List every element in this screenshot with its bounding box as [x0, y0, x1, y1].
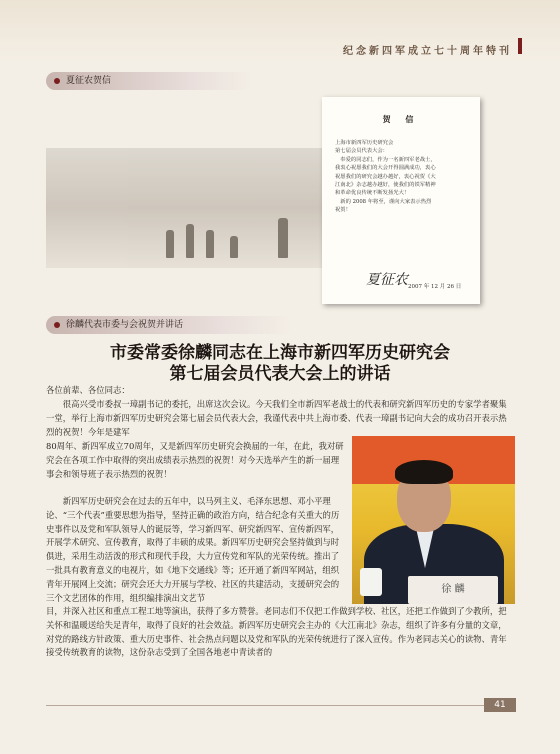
letter-line: 江南北》杂志越办越好，使我们的铁军精神 [335, 182, 436, 189]
soldier-figure [278, 218, 288, 258]
article-paragraph-1-cont [46, 440, 346, 481]
article-paragraph-2-cont [46, 605, 514, 660]
section-label-text: 夏征农贺信 [66, 76, 112, 86]
paragraph-text: 很高兴受市委叔一璋副书记的委托，出席这次会议。今天我们全市新四军老战士的代表和研究新四军历史的专家学者聚集一堂，举行上海市新四军历史研究会第七届会员代表大会，我谨代表中共上海市委、代表一璋副书记向大会的成功召开表示热烈的祝贺！今年是建军 [46, 399, 507, 437]
article-headline [0, 343, 560, 385]
article-paragraph-2 [46, 495, 346, 605]
soldier-figure [186, 224, 194, 258]
speaker-hair [395, 460, 453, 484]
bullet-icon [54, 78, 60, 84]
letter-line: 上海市新四军历史研究会 [335, 140, 394, 146]
soldier-figure [230, 236, 238, 258]
letter-line: 第七届会员代表大会： [335, 148, 388, 155]
section-label-speech [46, 316, 294, 334]
letter-line: 祝贺！ [335, 207, 351, 214]
paragraph-text: 新四军历史研究会在过去的五年中，以马列主义、毛泽东思想、邓小平理论、“三个代表”重要思想为指导，坚持正确的政治方向，结合纪念有关重大的历史事件以及党和军队领导人的诞辰等，学习新四军、研究新四军、宣传新四军，开展学术研究、宣传教育，取得了丰硕的成果。新四军历史研究会坚持做到与时俱进，采用生动活泼的形式和现代手段，大力宣传党和军队的光荣传统。推出了一批具有教育意义的电视片，如《地下交通线》等；还开通了新四军网站，组织青年开展网上交流；研究会还大力开展与学校、社区的共建活动，支援研究会的三个文艺团体的作用，组织编排演出文艺节 [46, 496, 340, 603]
letter-line: 和革命优良传统不断发扬光大！ [335, 190, 410, 197]
congratulatory-letter [322, 97, 480, 304]
section-label-congrats [46, 72, 254, 90]
header-accent-bar [518, 38, 522, 54]
headline-line-1: 市委常委徐麟同志在上海市新四军历史研究会 [110, 343, 450, 363]
historic-photo [46, 148, 322, 268]
salutation-text: 各位前辈、各位同志： [46, 385, 130, 395]
article-salutation [46, 384, 514, 398]
letter-line: 奉爱的同志们，作为一名新四军老战士， [335, 156, 436, 163]
headline-line-2: 第七届会员代表大会上的讲话 [169, 364, 391, 384]
letter-body [335, 139, 471, 215]
letter-line: 新的 2008 年将至，谨向大家表示热烈 [335, 198, 432, 205]
nameplate: 徐 麟 [408, 576, 498, 604]
section-label-text: 徐麟代表市委与会祝贺并讲话 [66, 320, 184, 330]
tea-mug [360, 568, 382, 596]
magazine-special-title: 纪念新四军成立七十周年特刊 [343, 46, 512, 57]
page-number: 41 [484, 698, 516, 712]
footer-rule [46, 705, 484, 706]
paragraph-text: 目，并深入社区和重点工程工地等演出，获得了多方赞誉。老同志们不仅把工作做到学校、社区，还把工作做到了少教所，把关怀和温暖送给失足青年，取得了良好的社会效益。新四军历史研究会主办的《大江南北》杂志，组织了许多有分量的文章，对党的路线方针政策、重大历史事件、社会热点问题以及党和军队的光荣传统进行了深入宣传。作为老同志关心的读物、青年接受传统教育的读物，这份杂志受到了全国各地老中青读者的 [46, 606, 507, 658]
letter-signature: 夏征农 [366, 272, 408, 288]
letter-date: 2007 年 12 月 26 日 [408, 284, 462, 290]
article-paragraph-1 [46, 398, 514, 439]
paragraph-text: 80周年、新四军成立70周年，又是新四军历史研究会换届的一年，在此，我对研究会在各项工作中取得的突出成绩表示热烈的祝贺！对今天选举产生的新一届理事会和领导班子表示热烈的祝贺！ [46, 441, 344, 479]
speaker-photo [352, 436, 515, 604]
letter-title: 贺 信 [382, 114, 420, 124]
soldier-figure [166, 230, 174, 258]
letter-line: 祝愿我们的研究会越办越好，衷心祝贺《大 [335, 173, 436, 180]
letter-line: 我衷心祝愿我们的大会开得圆满成功，衷心 [335, 165, 436, 172]
soldier-figure [206, 230, 214, 258]
bullet-icon [54, 322, 60, 328]
page-header [0, 0, 560, 62]
